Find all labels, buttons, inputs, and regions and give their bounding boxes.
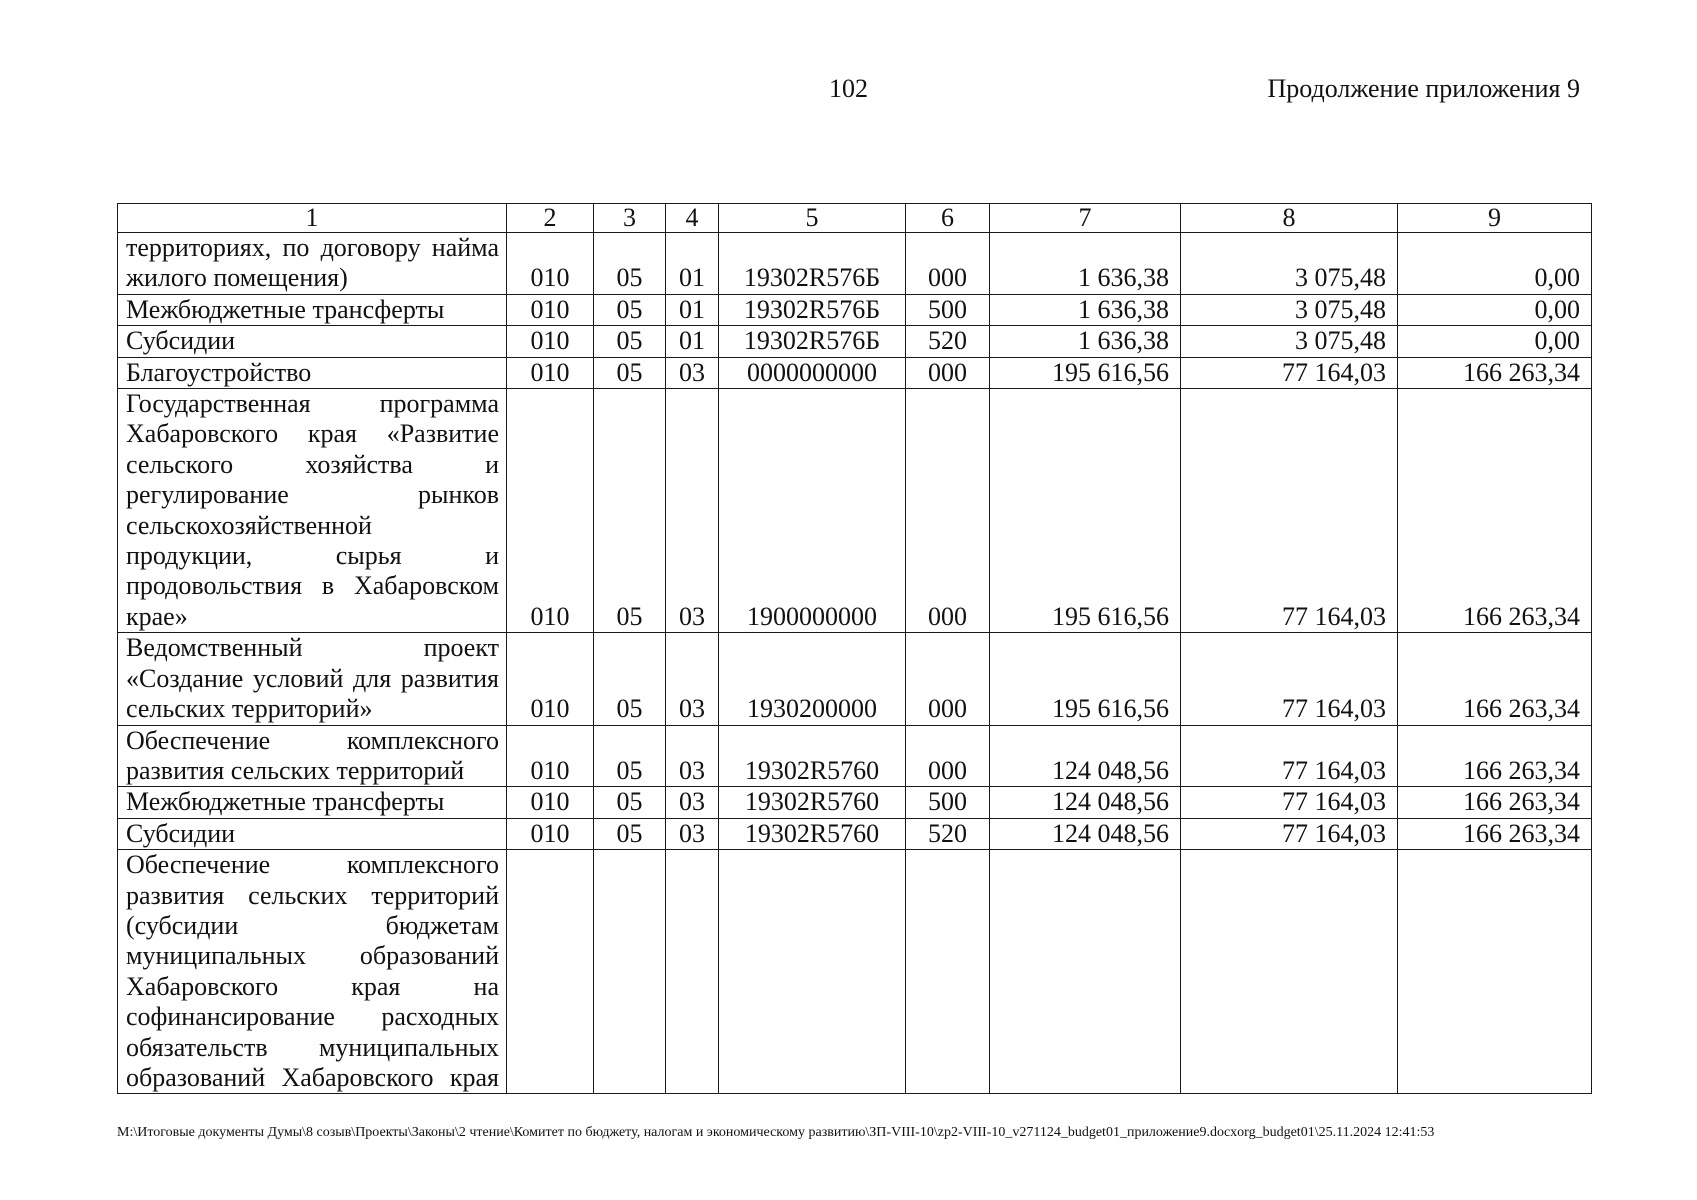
item-name-cell: Государственная программа Хабаровского края «Развитие сельского хозяйства и регулирование рынков сельскохозяйственной продукции, сырья и продовольствия в Хабаровском крае» xyxy=(118,389,507,633)
code-cell: 03 xyxy=(666,787,719,818)
code-cell: 500 xyxy=(906,294,990,325)
code-cell xyxy=(507,850,594,1094)
table-row xyxy=(118,787,1592,818)
amount-cell: 0,00 xyxy=(1398,233,1592,295)
amount-cell: 124 048,56 xyxy=(990,818,1181,849)
amount-cell xyxy=(990,850,1181,1094)
code-cell: 01 xyxy=(666,233,719,295)
amount-cell: 77 164,03 xyxy=(1181,389,1398,633)
amount-cell xyxy=(1181,850,1398,1094)
code-cell: 19302R576Б xyxy=(719,294,906,325)
code-cell: 03 xyxy=(666,725,719,787)
code-cell: 05 xyxy=(594,725,666,787)
code-cell: 05 xyxy=(594,818,666,849)
code-cell: 05 xyxy=(594,294,666,325)
amount-cell: 77 164,03 xyxy=(1181,787,1398,818)
amount-cell: 77 164,03 xyxy=(1181,818,1398,849)
amount-cell: 166 263,34 xyxy=(1398,633,1592,725)
code-cell xyxy=(666,850,719,1094)
file-path-footer: М:\Итоговые документы Думы\8 созыв\Проекты\Законы\2 чтение\Комитет по бюджету, налогам и экономическому развитию\ЗП-VIII-10\zp2-VIII-10_v271124_budget01_приложение9.docxorg_budget01\25.11.2024 12:41:53 xyxy=(117,1125,1435,1141)
amount-cell: 0,00 xyxy=(1398,294,1592,325)
column-number: 5 xyxy=(719,204,906,233)
amount-cell: 3 075,48 xyxy=(1181,294,1398,325)
amount-cell: 3 075,48 xyxy=(1181,326,1398,357)
code-cell: 05 xyxy=(594,787,666,818)
amount-cell: 77 164,03 xyxy=(1181,725,1398,787)
item-name-cell: Обеспечение комплексного развития сельских территорий (субсидии бюджетам муниципальных образований Хабаровского края на софинансирование расходных обязательств муниципальных образований Хабаровского края xyxy=(118,850,507,1094)
code-cell: 05 xyxy=(594,233,666,295)
code-cell: 19302R576Б xyxy=(719,233,906,295)
amount-cell: 166 263,34 xyxy=(1398,725,1592,787)
code-cell: 520 xyxy=(906,326,990,357)
column-number: 3 xyxy=(594,204,666,233)
item-name-cell: Субсидии xyxy=(118,326,507,357)
item-name-cell: Субсидии xyxy=(118,818,507,849)
amount-cell: 124 048,56 xyxy=(990,787,1181,818)
code-cell: 000 xyxy=(906,633,990,725)
amount-cell: 195 616,56 xyxy=(990,357,1181,388)
table-row xyxy=(118,725,1592,787)
code-cell: 000 xyxy=(906,389,990,633)
code-cell xyxy=(906,850,990,1094)
amount-cell: 195 616,56 xyxy=(990,389,1181,633)
code-cell: 19302R5760 xyxy=(719,725,906,787)
code-cell: 19302R5760 xyxy=(719,818,906,849)
code-cell: 1900000000 xyxy=(719,389,906,633)
amount-cell: 195 616,56 xyxy=(990,633,1181,725)
amount-cell: 166 263,34 xyxy=(1398,787,1592,818)
code-cell: 010 xyxy=(507,818,594,849)
column-number: 9 xyxy=(1398,204,1592,233)
item-name-cell: территориях, по договору найма жилого помещения) xyxy=(118,233,507,295)
item-name-cell: Межбюджетные трансферты xyxy=(118,787,507,818)
code-cell: 010 xyxy=(507,294,594,325)
table-row xyxy=(118,633,1592,725)
column-number: 7 xyxy=(990,204,1181,233)
code-cell: 01 xyxy=(666,294,719,325)
item-name-cell: Ведомственный проект «Создание условий для развития сельских территорий» xyxy=(118,633,507,725)
code-cell: 05 xyxy=(594,357,666,388)
amount-cell: 1 636,38 xyxy=(990,294,1181,325)
code-cell: 05 xyxy=(594,633,666,725)
amount-cell: 1 636,38 xyxy=(990,233,1181,295)
code-cell: 010 xyxy=(507,633,594,725)
code-cell: 000 xyxy=(906,357,990,388)
code-cell: 03 xyxy=(666,389,719,633)
page-content xyxy=(117,203,1591,1142)
amount-cell: 77 164,03 xyxy=(1181,633,1398,725)
code-cell: 19302R576Б xyxy=(719,326,906,357)
table-header-row xyxy=(118,204,1592,233)
table-row xyxy=(118,818,1592,849)
code-cell: 05 xyxy=(594,326,666,357)
amount-cell: 0,00 xyxy=(1398,326,1592,357)
column-number: 2 xyxy=(507,204,594,233)
table-row xyxy=(118,389,1592,633)
table-row xyxy=(118,233,1592,295)
amount-cell: 166 263,34 xyxy=(1398,389,1592,633)
amount-cell: 77 164,03 xyxy=(1181,357,1398,388)
amount-cell: 166 263,34 xyxy=(1398,818,1592,849)
page-number: 102 xyxy=(829,74,868,103)
item-name-cell: Межбюджетные трансферты xyxy=(118,294,507,325)
code-cell: 010 xyxy=(507,389,594,633)
code-cell: 000 xyxy=(906,725,990,787)
code-cell: 010 xyxy=(507,725,594,787)
amount-cell: 124 048,56 xyxy=(990,725,1181,787)
code-cell: 000 xyxy=(906,233,990,295)
table-row xyxy=(118,326,1592,357)
code-cell xyxy=(719,850,906,1094)
table-row xyxy=(118,850,1592,1094)
code-cell: 1930200000 xyxy=(719,633,906,725)
table-row xyxy=(118,357,1592,388)
amount-cell xyxy=(1398,850,1592,1094)
code-cell: 03 xyxy=(666,818,719,849)
amount-cell: 3 075,48 xyxy=(1181,233,1398,295)
budget-table xyxy=(117,203,1592,1094)
item-name-cell: Благоустройство xyxy=(118,357,507,388)
code-cell: 010 xyxy=(507,357,594,388)
code-cell xyxy=(594,850,666,1094)
appendix-continuation-note: Продолжение приложения 9 xyxy=(1267,74,1580,103)
code-cell: 03 xyxy=(666,357,719,388)
column-number: 1 xyxy=(118,204,507,233)
code-cell: 03 xyxy=(666,633,719,725)
code-cell: 19302R5760 xyxy=(719,787,906,818)
code-cell: 05 xyxy=(594,389,666,633)
code-cell: 010 xyxy=(507,233,594,295)
table-row xyxy=(118,294,1592,325)
column-number: 6 xyxy=(906,204,990,233)
item-name-cell: Обеспечение комплексного развития сельских территорий xyxy=(118,725,507,787)
code-cell: 010 xyxy=(507,787,594,818)
code-cell: 500 xyxy=(906,787,990,818)
column-number: 4 xyxy=(666,204,719,233)
amount-cell: 166 263,34 xyxy=(1398,357,1592,388)
code-cell: 01 xyxy=(666,326,719,357)
code-cell: 010 xyxy=(507,326,594,357)
code-cell: 0000000000 xyxy=(719,357,906,388)
amount-cell: 1 636,38 xyxy=(990,326,1181,357)
code-cell: 520 xyxy=(906,818,990,849)
column-number: 8 xyxy=(1181,204,1398,233)
